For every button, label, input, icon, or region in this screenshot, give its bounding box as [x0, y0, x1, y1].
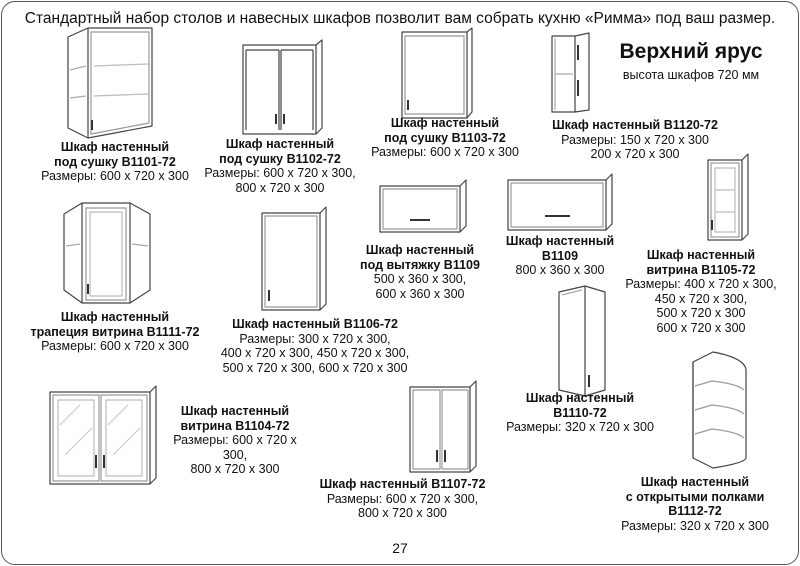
- cabinet-b1120: [535, 118, 735, 162]
- cabinet-drawing-b1120: [552, 33, 589, 112]
- cabinet-drawing-b1101: [68, 28, 152, 138]
- cabinet-sizes: 500 х 720 х 300: [656, 306, 746, 320]
- cabinet-title: Шкаф настенный В1107-72: [319, 477, 486, 491]
- cabinet-drawing-b1106: [262, 207, 326, 310]
- cabinet-sizes: 400 х 720 х 300, 450 х 720 х 300,: [220, 346, 410, 360]
- cabinet-sizes: 500 х 720 х 300, 600 х 720 х 300: [222, 360, 408, 375]
- cabinet-sizes: Размеры: 320 х 720 х 300: [506, 420, 654, 434]
- cabinet-sizes: Размеры: 600 х 720 х 300: [371, 145, 519, 159]
- cabinet-title: витрина В1104-72: [180, 418, 290, 433]
- cabinet-sizes: Размеры: 600 х 720 х 300: [41, 339, 189, 353]
- cabinet-sizes: 800 х 720 х 300: [190, 462, 280, 476]
- cabinet-title: Шкаф настенный В1120-72: [552, 118, 718, 132]
- cabinet-sizes: Размеры: 600 х 720 х 300,: [204, 166, 356, 180]
- cabinet-title: под сушку В1102-72: [219, 151, 341, 166]
- cabinet-sizes: Размеры: 320 х 720 х 300: [621, 518, 769, 533]
- cabinet-title: под сушку В1103-72: [384, 130, 506, 145]
- cabinet-title: Шкаф настенный: [390, 116, 500, 130]
- cabinet-b1106: [205, 317, 425, 375]
- cabinet-drawing-b1103: [402, 28, 472, 118]
- cabinet-sizes: 450 х 720 х 300,: [654, 291, 748, 306]
- cabinet-title: трапеция витрина В1111-72: [30, 324, 200, 339]
- cabinet-sizes: Размеры: 300 х 720 х 300,: [239, 331, 391, 346]
- cabinet-drawing-b1105: [708, 154, 748, 240]
- cabinet-title: под вытяжку В1109: [360, 257, 480, 272]
- cabinet-title: Шкаф настенный: [365, 243, 475, 257]
- cabinet-title: с открытыми полками: [625, 489, 765, 504]
- cabinet-title: В1110-72: [553, 405, 607, 420]
- cabinet-sizes: 500 х 360 х 300,: [373, 272, 467, 286]
- cabinet-title: под сушку В1101-72: [54, 154, 176, 169]
- cabinet-title: В1109: [541, 248, 579, 263]
- cabinet-b1109v: [345, 243, 495, 301]
- cabinet-sizes: Размеры: 400 х 720 х 300,: [625, 277, 777, 291]
- cabinet-title: Шкаф настенный: [525, 391, 635, 405]
- cabinet-drawing-b1112: [693, 352, 746, 468]
- cabinet-sizes: 800 х 720 х 300: [235, 180, 325, 195]
- cabinet-title: Шкаф настенный: [505, 234, 615, 248]
- intro-text: Стандартный набор столов и навесных шкафов позволит вам собрать кухню «Римма» под ваш размер.: [24, 10, 776, 27]
- cabinet-b1111: [15, 310, 215, 354]
- cabinet-title: Шкаф настенный: [225, 137, 335, 151]
- cabinet-sizes: Размеры: 600 х 720 х 300,: [173, 433, 297, 462]
- cabinet-title: витрина В1105-72: [646, 262, 756, 277]
- cabinet-b1109: [490, 234, 630, 278]
- cabinet-title: Шкаф настенный: [60, 310, 170, 324]
- cabinet-sizes: Размеры: 600 х 720 х 300: [41, 169, 189, 183]
- cabinet-b1110: [500, 391, 660, 435]
- cabinet-sizes: 800 х 360 х 300: [515, 263, 605, 277]
- cabinet-title: В1112-72: [668, 504, 722, 518]
- tier-subtitle: высота шкафов 720 мм: [622, 68, 760, 82]
- cabinet-b1103: [355, 116, 535, 160]
- cabinet-b1105: [615, 248, 787, 335]
- cabinet-b1104: [160, 404, 310, 477]
- cabinet-drawing-b1111: [64, 203, 150, 303]
- cabinet-sizes: 600 х 360 х 300: [375, 286, 465, 301]
- cabinet-drawing-b1104: [50, 386, 156, 484]
- cabinet-title: Шкаф настенный В1106-72: [232, 317, 398, 331]
- cabinet-b1102: [195, 137, 365, 195]
- cabinet-b1101: [30, 140, 200, 184]
- cabinet-sizes: Размеры: 150 х 720 х 300: [561, 132, 709, 147]
- cabinet-sizes: 600 х 720 х 300: [656, 320, 746, 335]
- cabinet-b1112: [605, 475, 785, 533]
- cabinet-sizes: 200 х 720 х 300: [590, 147, 680, 161]
- cabinet-drawing-b1102: [243, 40, 322, 134]
- page-number: 27: [392, 540, 408, 556]
- tier-title: Верхний ярус: [619, 40, 763, 63]
- cabinet-title: Шкаф настенный: [180, 404, 290, 418]
- cabinet-drawing-b1107: [410, 381, 476, 472]
- cabinet-sizes: Размеры: 600 х 720 х 300,: [326, 491, 479, 506]
- cabinet-sizes: 800 х 720 х 300: [358, 506, 447, 520]
- cabinet-title: Шкаф настенный: [646, 248, 756, 262]
- cabinet-title: Шкаф настенный: [60, 140, 170, 154]
- cabinet-drawing-b1109: [508, 174, 612, 230]
- cabinet-title: Шкаф настенный: [640, 475, 750, 489]
- cabinet-b1107: [305, 477, 500, 521]
- cabinet-drawing-b1110: [559, 286, 605, 396]
- cabinet-drawing-b1109v: [380, 180, 466, 232]
